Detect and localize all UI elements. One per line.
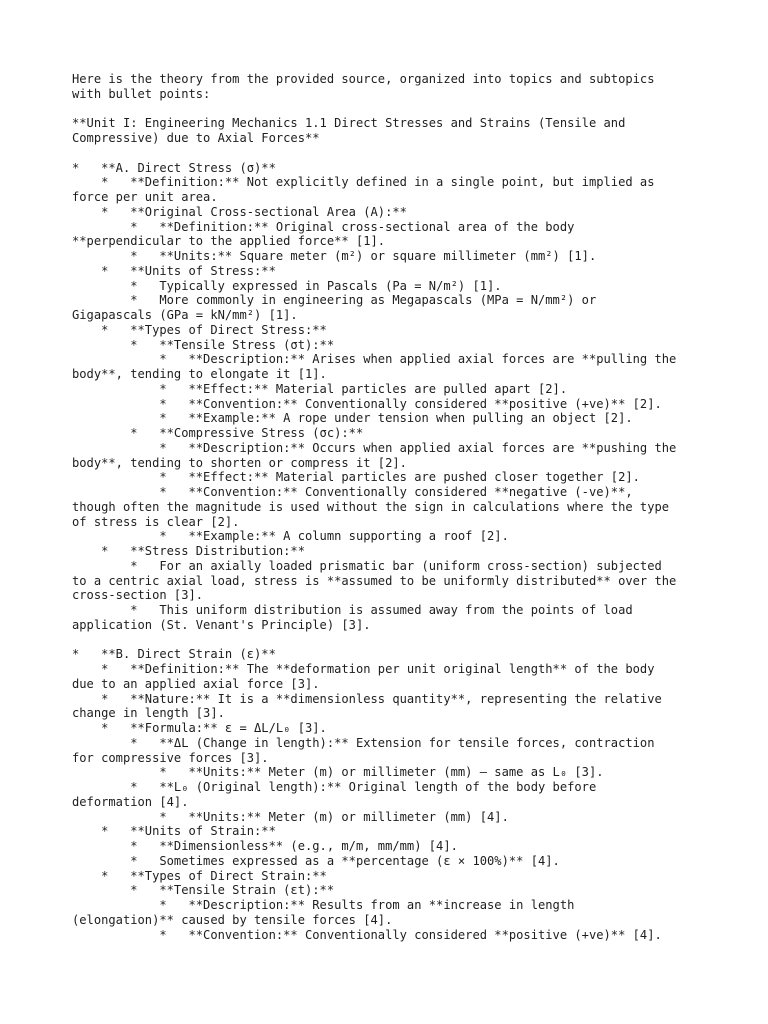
- text-line: with bullet points:: [72, 86, 211, 101]
- text-line: * More commonly in engineering as Megapascals (MPa = N/mm²) or: [72, 293, 597, 308]
- text-line: * **Effect:** Material particles are pushed closer together [2].: [72, 470, 640, 485]
- text-line: * Sometimes expressed as a **percentage (ε × 100%)** [4].: [72, 853, 560, 868]
- text-line: * **Stress Distribution:**: [72, 544, 305, 558]
- text-line: * **Definition:** Not explicitly defined in a single point, but implied as: [72, 175, 655, 190]
- text-line: * **Dimensionless** (e.g., m/m, mm/mm) [4].: [72, 839, 458, 853]
- text-line: * **Tensile Strain (εt):**: [72, 883, 335, 898]
- text-line: * **Compressive Stress (σc):**: [72, 426, 364, 440]
- text-line: * **Convention:** Conventionally considered **negative (-ve)**,: [72, 485, 633, 499]
- text-line: force per unit area.: [72, 190, 218, 204]
- text-line: due to an applied axial force [3].: [72, 676, 320, 691]
- text-line: * **Description:** Arises when applied axial forces are **pulling the: [72, 352, 677, 367]
- text-line: * **Example:** A column supporting a roof [2].: [72, 529, 509, 544]
- text-line: * **A. Direct Stress (σ)**: [72, 160, 276, 175]
- document-page: [72, 72, 696, 942]
- text-line: (elongation)** caused by tensile forces [4].: [72, 912, 393, 927]
- text-line: * **Units:** Meter (m) or millimeter (mm) – same as L₀ [3].: [72, 765, 604, 780]
- text-line: * **Types of Direct Strain:**: [72, 868, 327, 883]
- text-line: * **Units of Stress:**: [72, 263, 276, 278]
- text-line: body**, tending to elongate it [1].: [72, 367, 327, 381]
- text-line: * **Units:** Meter (m) or millimeter (mm) [4].: [72, 809, 509, 824]
- text-line: * **Effect:** Material particles are pulled apart [2].: [72, 381, 568, 396]
- text-line: change in length [3].: [72, 706, 225, 721]
- text-line: of stress is clear [2].: [72, 514, 240, 529]
- text-line: * **Description:** Occurs when applied axial forces are **pushing the: [72, 440, 677, 455]
- text-line: * **Definition:** The **deformation per unit original length** of the body: [72, 662, 655, 676]
- text-line: **Unit I: Engineering Mechanics 1.1 Direct Stresses and Strains (Tensile and: [72, 116, 626, 131]
- text-line: cross-section [3].: [72, 588, 204, 603]
- text-line: to a centric axial load, stress is **assumed to be uniformly distributed** over the: [72, 573, 677, 588]
- text-line: body**, tending to shorten or compress it [2].: [72, 455, 407, 470]
- text-line: * **Units of Strain:**: [72, 824, 276, 839]
- text-line: though often the magnitude is used without the sign in calculations where the type: [72, 499, 670, 514]
- text-line: * **Description:** Results from an **increase in length: [72, 898, 575, 912]
- text-line: * For an axially loaded prismatic bar (uniform cross-section) subjected: [72, 558, 662, 573]
- text-line: * **Definition:** Original cross-sectional area of the body: [72, 219, 575, 234]
- text-line: * **Original Cross-sectional Area (A):**: [72, 204, 407, 219]
- text-line: * Typically expressed in Pascals (Pa = N/m²) [1].: [72, 278, 502, 293]
- document-body-text: [72, 72, 696, 942]
- text-line: Compressive) due to Axial Forces**: [72, 131, 320, 145]
- text-line: Here is the theory from the provided source, organized into topics and subtopics: [72, 72, 655, 86]
- text-line: for compressive forces [3].: [72, 750, 269, 765]
- text-line: * **ΔL (Change in length):** Extension for tensile forces, contraction: [72, 735, 655, 750]
- text-line: deformation [4].: [72, 794, 189, 809]
- text-line: * This uniform distribution is assumed away from the points of load: [72, 603, 633, 617]
- text-line: * **Convention:** Conventionally considered **positive (+ve)** [4].: [72, 927, 662, 942]
- text-line: * **Units:** Square meter (m²) or square millimeter (mm²) [1].: [72, 249, 597, 263]
- text-line: * **Tensile Stress (σt):**: [72, 337, 335, 352]
- text-line: * **B. Direct Strain (ε)**: [72, 647, 276, 662]
- text-line: Gigapascals (GPa = kN/mm²) [1].: [72, 308, 298, 322]
- text-line: * **Formula:** ε = ΔL/L₀ [3].: [72, 721, 327, 735]
- text-line: application (St. Venant's Principle) [3].: [72, 617, 371, 632]
- text-line: **perpendicular to the applied force** [1].: [72, 234, 386, 249]
- text-line: * **Types of Direct Stress:**: [72, 322, 327, 337]
- text-line: * **Convention:** Conventionally considered **positive (+ve)** [2].: [72, 396, 662, 411]
- text-line: * **Nature:** It is a **dimensionless quantity**, representing the relative: [72, 691, 662, 706]
- text-line: * **L₀ (Original length):** Original length of the body before: [72, 780, 597, 794]
- text-line: * **Example:** A rope under tension when pulling an object [2].: [72, 411, 633, 426]
